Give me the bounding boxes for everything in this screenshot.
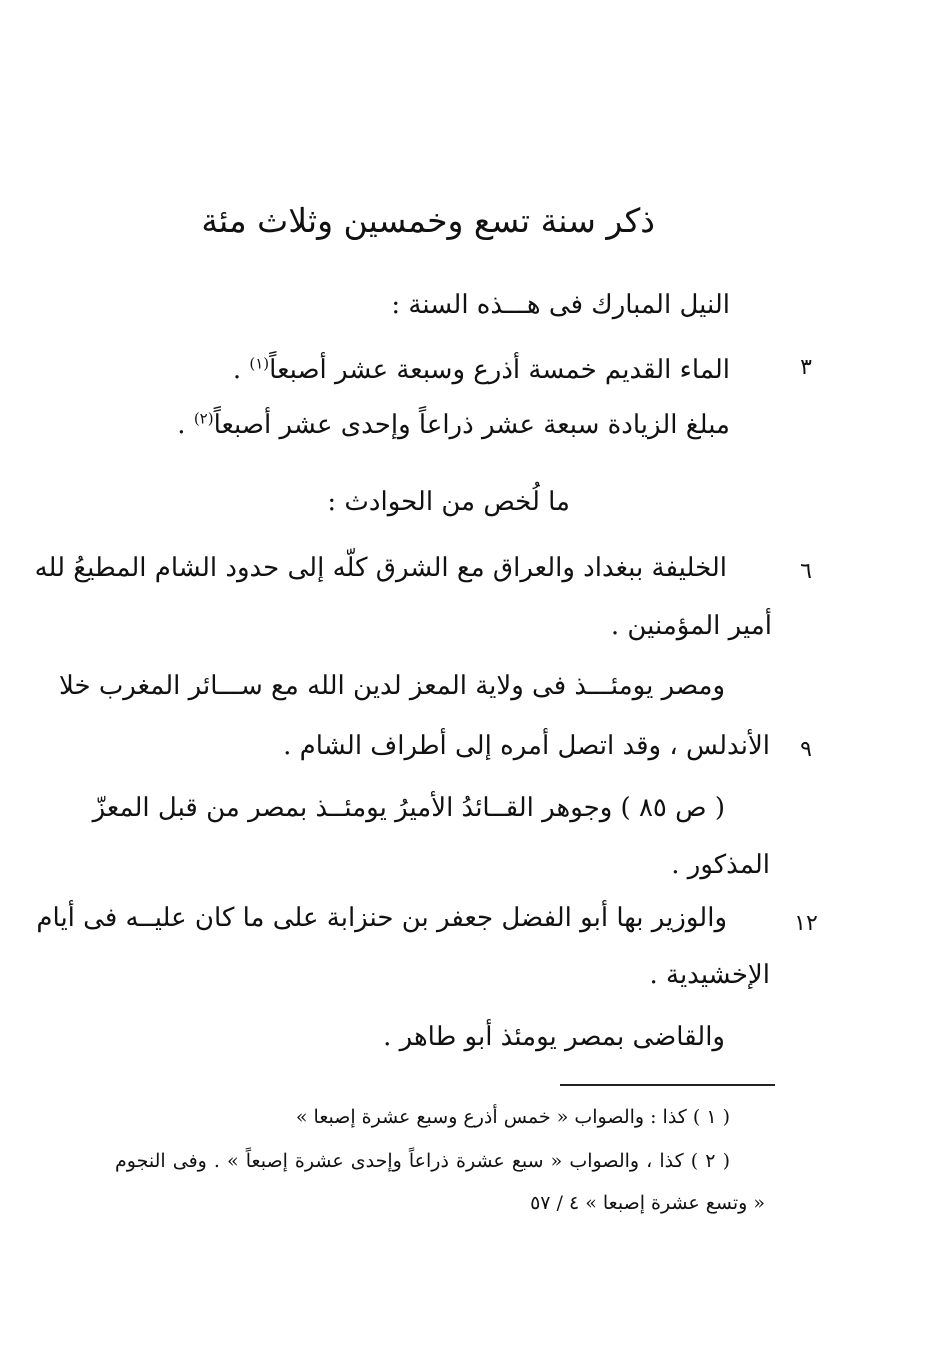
nile-old-end: . — [232, 355, 242, 385]
line-number-6: ٦ — [800, 559, 812, 584]
nile-old-text: الماء القديم خمسة أذرع وسبعة عشر أصبعاً — [269, 355, 730, 385]
line-number-3: ٣ — [800, 355, 812, 380]
footnote-2-line2: « وتسع عشرة إصبعا » ٤ / ٥٧ — [530, 1192, 765, 1214]
nile-old-level — [232, 350, 730, 390]
events-heading: ما لُخص من الحوادث : — [327, 487, 570, 517]
para3-line2: المذكور . — [671, 850, 770, 880]
para5: والقاضى بمصر يومئذ أبو طاهر . — [383, 1022, 725, 1052]
para3-line1: ( ص ٨٥ ) وجوهر القــائدُ الأميرُ يومئــذ بمصر من قبل المعزّ — [92, 793, 725, 823]
nile-increase-text: مبلغ الزيادة سبعة عشر ذراعاً وإحدى عشر أصبعاً — [213, 410, 730, 440]
section-title: ذكر سنة تسع وخمسين وثلاث مئة — [201, 201, 655, 240]
footnote-ref-2: (٢) — [193, 409, 214, 428]
para1-line1: الخليفة ببغداد والعراق مع الشرق كلّه إلى حدود الشام المطيعُ لله — [34, 553, 727, 583]
para4-line2: الإخشيدية . — [649, 960, 770, 990]
nile-heading: النيل المبارك فى هـــذه السنة : — [391, 290, 730, 320]
para1-line2: أمير المؤمنين . — [610, 611, 772, 641]
nile-increase — [177, 405, 730, 445]
footnote-1: ( ١ ) كذا : والصواب « خمس أذرع وسبع عشرة إصبعا » — [295, 1106, 730, 1128]
para4-line1: والوزير بها أبو الفضل جعفر بن حنزابة على ما كان عليــه فى أيام — [36, 903, 727, 933]
para2-line1: ومصر يومئـــذ فى ولاية المعز لدين الله مع ســـائر المغرب خلا — [58, 671, 725, 701]
footnote-ref-1: (١) — [249, 354, 270, 373]
footnote-divider — [560, 1084, 775, 1086]
footnote-2-line1: ( ٢ ) كذا ، والصواب « سبع عشرة ذراعاً وإحدى عشرة إصبعاً » . وفى النجوم — [115, 1150, 730, 1172]
nile-increase-end: . — [177, 410, 186, 440]
line-number-12: ١٢ — [794, 911, 818, 936]
para2-line2: الأندلس ، وقد اتصل أمره إلى أطراف الشام . — [283, 731, 770, 761]
line-number-9: ٩ — [800, 737, 812, 762]
